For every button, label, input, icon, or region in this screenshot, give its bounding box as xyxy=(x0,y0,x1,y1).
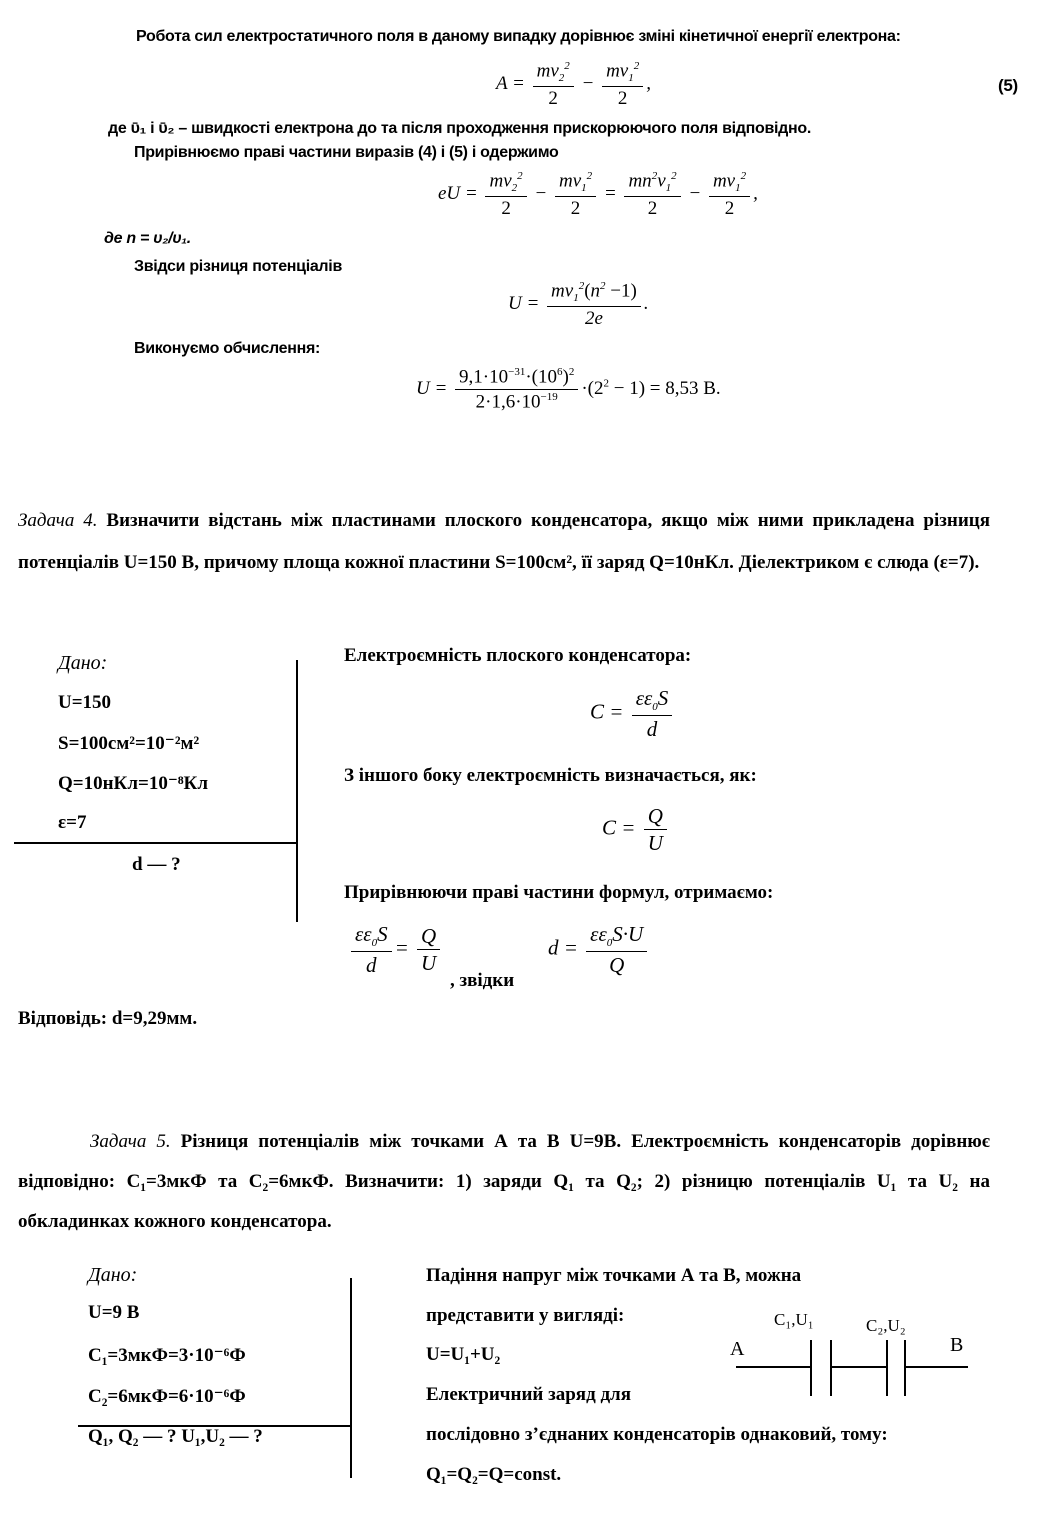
task5-line-0: Падіння напруг між точками А та В, можна xyxy=(426,1265,802,1286)
task4-other-side: З іншого боку електроємність визначається, як: xyxy=(344,765,757,786)
intro-text: Робота сил електростатичного поля в даному випадку дорівнює зміні кінетичної енергії електрона: xyxy=(136,28,901,45)
capacitor-1-plate-right xyxy=(830,1340,832,1396)
task4-given-divider xyxy=(14,842,298,844)
task4-equating: Прирівнюючи праві частини формул, отримаємо: xyxy=(344,882,774,903)
task5-text: Різниця потенціалів між точками А та В U=9В. Електроємність конденсаторів дорівнює відповідно: C₁=3мкФ та C₂=6мкФ. Визначити: 1) заряди Q₁ та Q₂; 2) різницю потенціалів U₁ та U₂ на обкладинках кожного конденсатора. xyxy=(18,1131,991,1232)
task4-given-1: S=100см²=10⁻²м² xyxy=(58,733,200,754)
equate-text: Прирівнюємо праві частини виразів (4) і (5) і одержимо xyxy=(134,144,559,161)
task5-line-2: U=U₁+U₂ xyxy=(426,1344,501,1365)
capacitor-2-label: C₂,U₂ xyxy=(866,1316,906,1335)
task5-vertical-divider xyxy=(350,1278,352,1478)
capacitor-2-plate-right xyxy=(904,1340,906,1396)
task5-heading: Задача 5. xyxy=(90,1131,171,1152)
task4-text: Визначити відстань між пластинами плоского конденсатора, якщо між ними прикладена різниця потенціалів U=150 В, причому площа кожної пластини S=100см², її заряд Q=10нКл. Діелектриком є слюда (ε=7). xyxy=(18,510,991,573)
task4-given-3: ε=7 xyxy=(58,812,87,833)
formula-c-qu: C = $\frac{Q}{U}$ xyxy=(602,804,670,855)
wire-middle xyxy=(830,1366,886,1368)
task4-cap-label: Електроємність плоского конденсатора: xyxy=(344,645,692,666)
task4-statement xyxy=(18,500,990,584)
task4-whence: , звідки xyxy=(450,970,515,991)
task5-given-2: C₂=6мкФ=6·10⁻⁶Ф xyxy=(88,1386,246,1407)
task4-vertical-divider xyxy=(296,660,298,922)
where-n-text: де n = υ₂/υ₁. xyxy=(104,230,191,247)
circuit-point-b: В xyxy=(950,1334,964,1356)
compute-text: Виконуємо обчислення: xyxy=(134,340,321,357)
capacitor-2-plate-left xyxy=(886,1340,888,1396)
equation-number: (5) xyxy=(998,76,1018,95)
circuit-point-a: А xyxy=(730,1338,745,1360)
task4-unknown: d — ? xyxy=(132,854,181,875)
task5-line-5: Q₁=Q₂=Q=const. xyxy=(426,1464,562,1485)
task4-heading: Задача 4. xyxy=(18,510,98,531)
formula-equate: $\frac{\varepsilon\varepsilon_0S}{d}$ = $\frac{Q}{U}$ xyxy=(348,922,443,977)
equation-u: U = $\frac{mv_1^2(n^2 -1)}{2e}$ . xyxy=(508,280,649,329)
where-v-text: де ῡ₁ і ῡ₂ – швидкості електрона до та після проходження прискорюючого поля відповідно. xyxy=(108,120,812,137)
task4-given-2: Q=10нКл=10⁻⁸Кл xyxy=(58,773,208,794)
task5-line-1: представити у вигляді: xyxy=(426,1305,625,1326)
task5-given-title: Дано: xyxy=(88,1264,138,1286)
task5-line-4: послідовно з’єднаних конденсаторів однаковий, тому: xyxy=(426,1424,888,1445)
equation-5: A = $\frac{mv_2^2}{2}$ − $\frac{mv_1^2}{2}$ , xyxy=(496,60,651,109)
task4-answer: Відповідь: d=9,29мм. xyxy=(18,1008,198,1029)
capacitor-1-plate-left xyxy=(810,1340,812,1396)
task4-given-title: Дано: xyxy=(58,652,108,674)
formula-c-eps: C = $\frac{\varepsilon\varepsilon_0S}{d}$ xyxy=(590,686,675,741)
hence-text: Звідси різниця потенціалів xyxy=(134,258,342,275)
task5-statement xyxy=(18,1122,990,1242)
task5-given-1: C₁=3мкФ=3·10⁻⁶Ф xyxy=(88,1345,246,1366)
series-circuit-diagram xyxy=(726,1304,996,1404)
task5-unknown: Q₁, Q₂ — ? U₁,U₂ — ? xyxy=(88,1426,263,1447)
task5-line-3: Електричний заряд для xyxy=(426,1384,631,1405)
task4-given-0: U=150 xyxy=(58,692,112,713)
task5-given-0: U=9 В xyxy=(88,1302,140,1323)
formula-d: d = $\frac{\varepsilon\varepsilon_0S\cdot U}{Q}$ xyxy=(548,922,650,977)
equation-eu: eU = $\frac{mv_2^2}{2}$ − $\frac{mv_1^2}{2}$ = $\frac{mn^2v_1^2}{2}$ − $\frac{mv_1^2}{2}$ , xyxy=(438,170,758,219)
capacitor-1-label: C₁,U₁ xyxy=(774,1310,814,1329)
result-value: = 8,53 В. xyxy=(649,378,721,400)
wire-b xyxy=(904,1366,968,1368)
equation-numeric: U = $\frac{9,1\cdot 10^{-31}\cdot(10^6)^2}{2\cdot 1,6\cdot 10^{-19}}$ $\cdot(2^2 - 1) = 8,53$ В. xyxy=(416,366,721,413)
wire-a xyxy=(736,1366,810,1368)
